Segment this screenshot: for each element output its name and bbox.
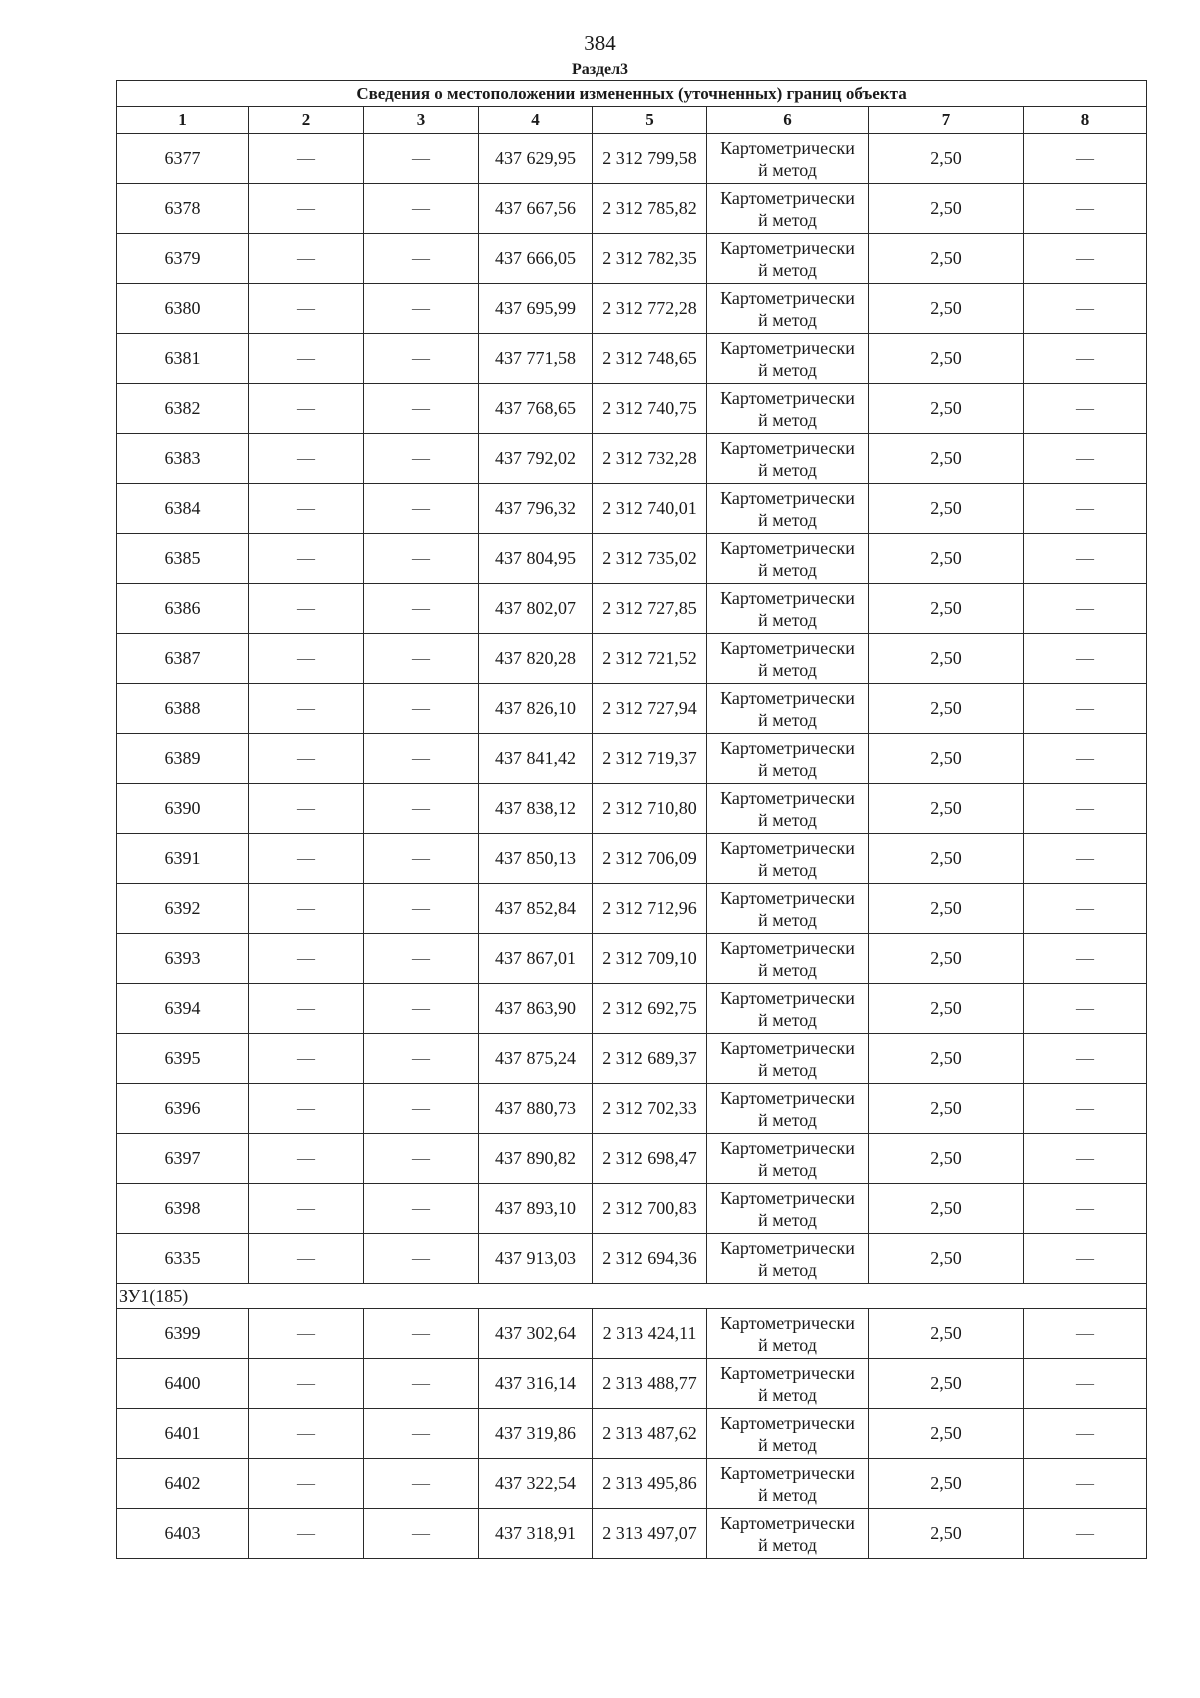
point-number-cell: 6391: [117, 834, 249, 884]
empty-cell: —: [364, 634, 479, 684]
table-row: [117, 1134, 1147, 1184]
table-row: [117, 1509, 1147, 1559]
point-number-cell: 6395: [117, 1034, 249, 1084]
method-cell: Картометрически й метод: [707, 1084, 869, 1134]
empty-cell: —: [364, 234, 479, 284]
method-cell: Картометрически й метод: [707, 234, 869, 284]
accuracy-cell: 2,50: [869, 1309, 1024, 1359]
method-cell: Картометрически й метод: [707, 534, 869, 584]
empty-cell: —: [249, 1034, 364, 1084]
point-number-cell: 6381: [117, 334, 249, 384]
accuracy-cell: 2,50: [869, 834, 1024, 884]
column-header: 7: [869, 107, 1024, 134]
point-number-cell: 6389: [117, 734, 249, 784]
point-number-cell: 6382: [117, 384, 249, 434]
column-header: 3: [364, 107, 479, 134]
point-number-cell: 6388: [117, 684, 249, 734]
accuracy-cell: 2,50: [869, 984, 1024, 1034]
column-header: 8: [1024, 107, 1147, 134]
empty-cell: —: [249, 984, 364, 1034]
empty-cell: —: [1024, 1134, 1147, 1184]
point-number-cell: 6383: [117, 434, 249, 484]
empty-cell: —: [364, 1309, 479, 1359]
method-cell: Картометрически й метод: [707, 684, 869, 734]
method-cell: Картометрически й метод: [707, 434, 869, 484]
accuracy-cell: 2,50: [869, 1409, 1024, 1459]
empty-cell: —: [1024, 184, 1147, 234]
group-label: ЗУ1(185): [117, 1284, 1147, 1309]
x-coordinate-cell: 437 796,32: [479, 484, 593, 534]
column-header: 6: [707, 107, 869, 134]
table-body-group-2: [117, 1309, 1147, 1559]
accuracy-cell: 2,50: [869, 734, 1024, 784]
point-number-cell: 6400: [117, 1359, 249, 1409]
method-cell: Картометрически й метод: [707, 634, 869, 684]
empty-cell: —: [1024, 334, 1147, 384]
empty-cell: —: [1024, 134, 1147, 184]
point-number-cell: 6399: [117, 1309, 249, 1359]
table-row: [117, 684, 1147, 734]
method-cell: Картометрически й метод: [707, 834, 869, 884]
method-cell: Картометрически й метод: [707, 334, 869, 384]
method-cell: Картометрически й метод: [707, 1409, 869, 1459]
empty-cell: —: [249, 684, 364, 734]
column-header: 4: [479, 107, 593, 134]
table-row: [117, 1409, 1147, 1459]
table-row: [117, 134, 1147, 184]
accuracy-cell: 2,50: [869, 284, 1024, 334]
empty-cell: —: [249, 1234, 364, 1284]
y-coordinate-cell: 2 312 698,47: [593, 1134, 707, 1184]
empty-cell: —: [1024, 284, 1147, 334]
y-coordinate-cell: 2 312 719,37: [593, 734, 707, 784]
point-number-cell: 6386: [117, 584, 249, 634]
empty-cell: —: [364, 884, 479, 934]
empty-cell: —: [364, 484, 479, 534]
empty-cell: —: [1024, 684, 1147, 734]
coordinates-table: [116, 80, 1147, 1559]
x-coordinate-cell: 437 771,58: [479, 334, 593, 384]
empty-cell: —: [1024, 234, 1147, 284]
accuracy-cell: 2,50: [869, 1034, 1024, 1084]
method-cell: Картометрически й метод: [707, 484, 869, 534]
empty-cell: —: [1024, 1084, 1147, 1134]
empty-cell: —: [249, 634, 364, 684]
empty-cell: —: [364, 784, 479, 834]
empty-cell: —: [1024, 734, 1147, 784]
point-number-cell: 6397: [117, 1134, 249, 1184]
empty-cell: —: [249, 134, 364, 184]
empty-cell: —: [249, 1409, 364, 1459]
empty-cell: —: [364, 584, 479, 634]
point-number-cell: 6379: [117, 234, 249, 284]
y-coordinate-cell: 2 312 727,85: [593, 584, 707, 634]
x-coordinate-cell: 437 852,84: [479, 884, 593, 934]
method-cell: Картометрически й метод: [707, 884, 869, 934]
accuracy-cell: 2,50: [869, 634, 1024, 684]
y-coordinate-cell: 2 312 706,09: [593, 834, 707, 884]
point-number-cell: 6335: [117, 1234, 249, 1284]
empty-cell: —: [1024, 784, 1147, 834]
x-coordinate-cell: 437 850,13: [479, 834, 593, 884]
x-coordinate-cell: 437 666,05: [479, 234, 593, 284]
accuracy-cell: 2,50: [869, 434, 1024, 484]
table-row: [117, 734, 1147, 784]
y-coordinate-cell: 2 313 424,11: [593, 1309, 707, 1359]
empty-cell: —: [364, 1084, 479, 1134]
empty-cell: —: [1024, 1234, 1147, 1284]
empty-cell: —: [1024, 434, 1147, 484]
empty-cell: —: [364, 1509, 479, 1559]
empty-cell: —: [249, 1184, 364, 1234]
empty-cell: —: [364, 134, 479, 184]
accuracy-cell: 2,50: [869, 334, 1024, 384]
x-coordinate-cell: 437 893,10: [479, 1184, 593, 1234]
accuracy-cell: 2,50: [869, 484, 1024, 534]
empty-cell: —: [249, 834, 364, 884]
y-coordinate-cell: 2 312 732,28: [593, 434, 707, 484]
x-coordinate-cell: 437 319,86: [479, 1409, 593, 1459]
x-coordinate-cell: 437 322,54: [479, 1459, 593, 1509]
y-coordinate-cell: 2 312 694,36: [593, 1234, 707, 1284]
method-cell: Картометрически й метод: [707, 1509, 869, 1559]
x-coordinate-cell: 437 875,24: [479, 1034, 593, 1084]
accuracy-cell: 2,50: [869, 684, 1024, 734]
method-cell: Картометрически й метод: [707, 1034, 869, 1084]
empty-cell: —: [249, 884, 364, 934]
empty-cell: —: [364, 1134, 479, 1184]
table-row: [117, 234, 1147, 284]
table-row: [117, 334, 1147, 384]
empty-cell: —: [364, 834, 479, 884]
table-row: [117, 1184, 1147, 1234]
column-header: 2: [249, 107, 364, 134]
accuracy-cell: 2,50: [869, 784, 1024, 834]
point-number-cell: 6393: [117, 934, 249, 984]
point-number-cell: 6384: [117, 484, 249, 534]
accuracy-cell: 2,50: [869, 1359, 1024, 1409]
empty-cell: —: [249, 184, 364, 234]
method-cell: Картометрически й метод: [707, 134, 869, 184]
x-coordinate-cell: 437 820,28: [479, 634, 593, 684]
table-row: [117, 984, 1147, 1034]
empty-cell: —: [249, 234, 364, 284]
empty-cell: —: [364, 184, 479, 234]
x-coordinate-cell: 437 667,56: [479, 184, 593, 234]
method-cell: Картометрически й метод: [707, 384, 869, 434]
x-coordinate-cell: 437 890,82: [479, 1134, 593, 1184]
point-number-cell: 6392: [117, 884, 249, 934]
empty-cell: —: [1024, 1459, 1147, 1509]
table-group-header: [117, 1284, 1147, 1309]
section-title: Раздел3: [571, 61, 629, 78]
method-cell: Картометрически й метод: [707, 1184, 869, 1234]
empty-cell: —: [1024, 934, 1147, 984]
point-number-cell: 6394: [117, 984, 249, 1034]
empty-cell: —: [1024, 1309, 1147, 1359]
table-row: [117, 1309, 1147, 1359]
accuracy-cell: 2,50: [869, 1184, 1024, 1234]
x-coordinate-cell: 437 318,91: [479, 1509, 593, 1559]
y-coordinate-cell: 2 312 782,35: [593, 234, 707, 284]
empty-cell: —: [364, 734, 479, 784]
accuracy-cell: 2,50: [869, 534, 1024, 584]
x-coordinate-cell: 437 841,42: [479, 734, 593, 784]
y-coordinate-cell: 2 312 748,65: [593, 334, 707, 384]
empty-cell: —: [364, 384, 479, 434]
x-coordinate-cell: 437 838,12: [479, 784, 593, 834]
table-row: [117, 1359, 1147, 1409]
accuracy-cell: 2,50: [869, 1134, 1024, 1184]
table-row: [117, 634, 1147, 684]
method-cell: Картометрически й метод: [707, 584, 869, 634]
table-row: [117, 884, 1147, 934]
empty-cell: —: [364, 1184, 479, 1234]
empty-cell: —: [249, 934, 364, 984]
y-coordinate-cell: 2 313 488,77: [593, 1359, 707, 1409]
table-row: [117, 434, 1147, 484]
empty-cell: —: [249, 1509, 364, 1559]
method-cell: Картометрически й метод: [707, 1134, 869, 1184]
empty-cell: —: [249, 1359, 364, 1409]
empty-cell: —: [1024, 584, 1147, 634]
empty-cell: —: [364, 284, 479, 334]
empty-cell: —: [1024, 634, 1147, 684]
method-cell: Картометрически й метод: [707, 984, 869, 1034]
empty-cell: —: [1024, 1184, 1147, 1234]
table-row: [117, 784, 1147, 834]
table-row: [117, 1034, 1147, 1084]
x-coordinate-cell: 437 695,99: [479, 284, 593, 334]
accuracy-cell: 2,50: [869, 584, 1024, 634]
method-cell: Картометрически й метод: [707, 1309, 869, 1359]
empty-cell: —: [1024, 384, 1147, 434]
y-coordinate-cell: 2 312 692,75: [593, 984, 707, 1034]
x-coordinate-cell: 437 316,14: [479, 1359, 593, 1409]
accuracy-cell: 2,50: [869, 1084, 1024, 1134]
empty-cell: —: [249, 784, 364, 834]
empty-cell: —: [249, 284, 364, 334]
method-cell: Картометрически й метод: [707, 284, 869, 334]
table-row: [117, 384, 1147, 434]
empty-cell: —: [364, 934, 479, 984]
y-coordinate-cell: 2 312 740,75: [593, 384, 707, 434]
empty-cell: —: [364, 1234, 479, 1284]
y-coordinate-cell: 2 313 497,07: [593, 1509, 707, 1559]
empty-cell: —: [249, 1084, 364, 1134]
empty-cell: —: [249, 584, 364, 634]
page-number: 384: [584, 31, 616, 55]
empty-cell: —: [1024, 1034, 1147, 1084]
accuracy-cell: 2,50: [869, 1234, 1024, 1284]
empty-cell: —: [249, 1134, 364, 1184]
table-row: [117, 1234, 1147, 1284]
table-row: [117, 584, 1147, 634]
accuracy-cell: 2,50: [869, 884, 1024, 934]
table-row: [117, 484, 1147, 534]
table-row: [117, 934, 1147, 984]
column-header: 1: [117, 107, 249, 134]
point-number-cell: 6380: [117, 284, 249, 334]
empty-cell: —: [1024, 834, 1147, 884]
empty-cell: —: [249, 434, 364, 484]
empty-cell: —: [1024, 1509, 1147, 1559]
empty-cell: —: [364, 684, 479, 734]
point-number-cell: 6378: [117, 184, 249, 234]
y-coordinate-cell: 2 312 712,96: [593, 884, 707, 934]
accuracy-cell: 2,50: [869, 134, 1024, 184]
column-number-row: [117, 107, 1147, 134]
table-row: [117, 1459, 1147, 1509]
method-cell: Картометрически й метод: [707, 184, 869, 234]
empty-cell: —: [364, 534, 479, 584]
x-coordinate-cell: 437 913,03: [479, 1234, 593, 1284]
y-coordinate-cell: 2 312 785,82: [593, 184, 707, 234]
x-coordinate-cell: 437 629,95: [479, 134, 593, 184]
method-cell: Картометрически й метод: [707, 1234, 869, 1284]
x-coordinate-cell: 437 880,73: [479, 1084, 593, 1134]
y-coordinate-cell: 2 312 727,94: [593, 684, 707, 734]
y-coordinate-cell: 2 313 495,86: [593, 1459, 707, 1509]
method-cell: Картометрически й метод: [707, 1459, 869, 1509]
y-coordinate-cell: 2 312 710,80: [593, 784, 707, 834]
point-number-cell: 6403: [117, 1509, 249, 1559]
empty-cell: —: [1024, 534, 1147, 584]
empty-cell: —: [364, 434, 479, 484]
accuracy-cell: 2,50: [869, 1509, 1024, 1559]
x-coordinate-cell: 437 768,65: [479, 384, 593, 434]
table-row: [117, 834, 1147, 884]
point-number-cell: 6402: [117, 1459, 249, 1509]
y-coordinate-cell: 2 312 700,83: [593, 1184, 707, 1234]
column-header: 5: [593, 107, 707, 134]
point-number-cell: 6398: [117, 1184, 249, 1234]
table-row: [117, 184, 1147, 234]
accuracy-cell: 2,50: [869, 184, 1024, 234]
point-number-cell: 6377: [117, 134, 249, 184]
x-coordinate-cell: 437 863,90: [479, 984, 593, 1034]
method-cell: Картометрически й метод: [707, 784, 869, 834]
y-coordinate-cell: 2 312 799,58: [593, 134, 707, 184]
accuracy-cell: 2,50: [869, 234, 1024, 284]
point-number-cell: 6387: [117, 634, 249, 684]
empty-cell: —: [364, 984, 479, 1034]
empty-cell: —: [364, 334, 479, 384]
y-coordinate-cell: 2 312 721,52: [593, 634, 707, 684]
empty-cell: —: [249, 484, 364, 534]
empty-cell: —: [1024, 884, 1147, 934]
empty-cell: —: [364, 1034, 479, 1084]
empty-cell: —: [249, 384, 364, 434]
x-coordinate-cell: 437 826,10: [479, 684, 593, 734]
accuracy-cell: 2,50: [869, 1459, 1024, 1509]
x-coordinate-cell: 437 867,01: [479, 934, 593, 984]
table-row: [117, 534, 1147, 584]
method-cell: Картометрически й метод: [707, 734, 869, 784]
x-coordinate-cell: 437 792,02: [479, 434, 593, 484]
table-caption: Сведения о местоположении измененных (уточненных) границ объекта: [117, 81, 1147, 107]
y-coordinate-cell: 2 312 740,01: [593, 484, 707, 534]
empty-cell: —: [249, 334, 364, 384]
method-cell: Картометрически й метод: [707, 1359, 869, 1409]
point-number-cell: 6396: [117, 1084, 249, 1134]
empty-cell: —: [1024, 1359, 1147, 1409]
y-coordinate-cell: 2 312 709,10: [593, 934, 707, 984]
x-coordinate-cell: 437 804,95: [479, 534, 593, 584]
empty-cell: —: [249, 534, 364, 584]
empty-cell: —: [1024, 984, 1147, 1034]
y-coordinate-cell: 2 312 689,37: [593, 1034, 707, 1084]
point-number-cell: 6385: [117, 534, 249, 584]
accuracy-cell: 2,50: [869, 934, 1024, 984]
empty-cell: —: [1024, 1409, 1147, 1459]
empty-cell: —: [1024, 484, 1147, 534]
point-number-cell: 6390: [117, 784, 249, 834]
table-body-group-1: [117, 134, 1147, 1284]
empty-cell: —: [364, 1409, 479, 1459]
y-coordinate-cell: 2 312 772,28: [593, 284, 707, 334]
empty-cell: —: [364, 1459, 479, 1509]
table-row: [117, 1084, 1147, 1134]
method-cell: Картометрически й метод: [707, 934, 869, 984]
point-number-cell: 6401: [117, 1409, 249, 1459]
y-coordinate-cell: 2 312 735,02: [593, 534, 707, 584]
empty-cell: —: [364, 1359, 479, 1409]
table-row: [117, 284, 1147, 334]
empty-cell: —: [249, 1309, 364, 1359]
empty-cell: —: [249, 734, 364, 784]
x-coordinate-cell: 437 302,64: [479, 1309, 593, 1359]
accuracy-cell: 2,50: [869, 384, 1024, 434]
x-coordinate-cell: 437 802,07: [479, 584, 593, 634]
y-coordinate-cell: 2 312 702,33: [593, 1084, 707, 1134]
y-coordinate-cell: 2 313 487,62: [593, 1409, 707, 1459]
empty-cell: —: [249, 1459, 364, 1509]
